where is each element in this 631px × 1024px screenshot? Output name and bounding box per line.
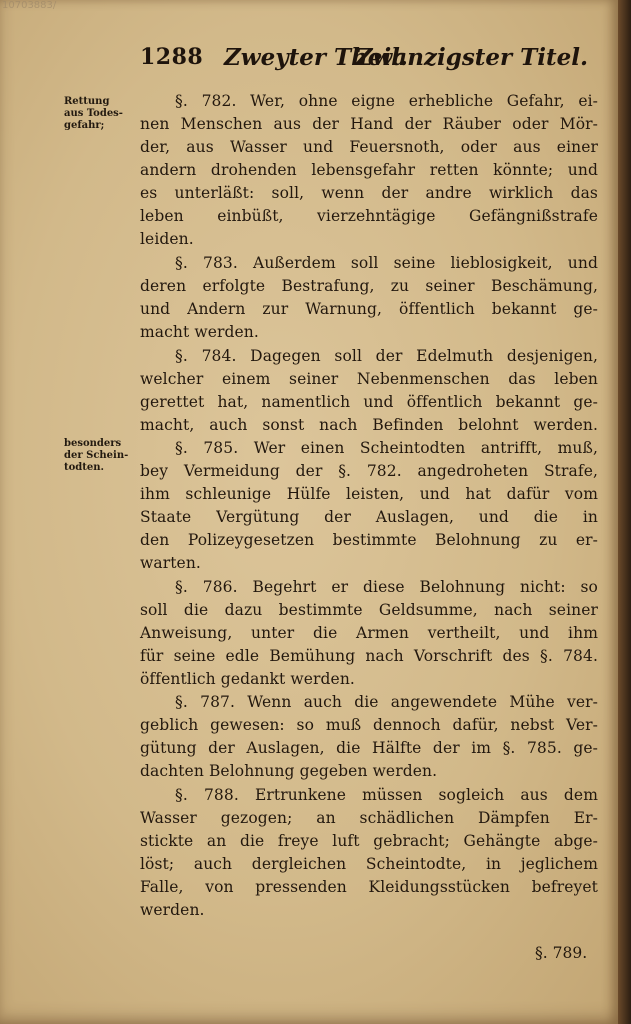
text-line: bey Vermeidung der §. 782. angedroheten Strafe, xyxy=(140,462,598,480)
margin-note-line: besonders xyxy=(64,438,122,449)
text-line: §. 784. Dagegen soll der Edelmuth desjenigen, xyxy=(175,347,598,365)
text-line: andern drohenden lebensgefahr retten könnte; und xyxy=(140,161,598,179)
text-line: ihm schleunige Hülfe leisten, und hat dafür vom xyxy=(140,485,598,503)
text-line: der, aus Wasser und Feuersnoth, oder aus einer xyxy=(140,138,598,156)
text-line: welcher einem seiner Nebenmenschen das leben xyxy=(140,370,598,388)
margin-note-apparent-death xyxy=(64,438,144,474)
text-line: §. 787. Wenn auch die angewendete Mühe ver- xyxy=(175,693,598,711)
text-line: werden. xyxy=(140,901,205,919)
text-line: nen Menschen aus der Hand der Räuber oder Mör- xyxy=(140,115,598,133)
catchword: §. 789. xyxy=(535,944,588,962)
text-line: macht werden. xyxy=(140,323,259,341)
text-line: §. 782. Wer, ohne eigne erhebliche Gefahr, ei- xyxy=(175,92,598,110)
margin-note-line: todten. xyxy=(64,462,105,473)
page-edge xyxy=(618,0,631,1024)
text-line: deren erfolgte Bestrafung, zu seiner Beschämung, xyxy=(140,277,598,295)
text-line: es unterläßt: soll, wenn der andre wirklich das xyxy=(140,184,598,202)
text-line: Staate Vergütung der Auslagen, und die in xyxy=(140,508,598,526)
text-line: Falle, von pressenden Kleidungsstücken befreyet xyxy=(140,878,598,896)
text-line: für seine edle Bemühung nach Vorschrift des §. 784. xyxy=(140,647,598,665)
header-part: Zweyter Theil. xyxy=(224,44,408,71)
margin-note-rescue xyxy=(64,96,144,132)
text-line: Anweisung, unter die Armen vertheilt, und ihm xyxy=(140,624,598,642)
text-line: gerettet hat, namentlich und öffentlich bekannt ge- xyxy=(140,393,598,411)
catalog-id: 10703883/ xyxy=(2,0,57,11)
margin-note-line: Rettung xyxy=(64,96,110,107)
running-head xyxy=(140,44,588,78)
page-number: 1288 xyxy=(140,44,204,70)
text-line: warten. xyxy=(140,554,201,572)
text-line: §. 785. Wer einen Scheintodten antrifft, muß, xyxy=(175,439,598,457)
margin-note-line: aus Todes- xyxy=(64,108,123,119)
text-line: §. 788. Ertrunkene müssen sogleich aus dem xyxy=(175,786,598,804)
margin-note-line: gefahr; xyxy=(64,120,105,131)
text-line: Wasser gezogen; an schädlichen Dämpfen Er- xyxy=(140,809,598,827)
margin-note-line: der Schein- xyxy=(64,450,129,461)
text-line: §. 783. Außerdem soll seine lieblosigkeit, und xyxy=(175,254,598,272)
text-line: soll die dazu bestimmte Geldsumme, nach seiner xyxy=(140,601,598,619)
text-line: leben einbüßt, vierzehntägige Gefängnißstrafe xyxy=(140,207,598,225)
text-line: geblich gewesen: so muß dennoch dafür, nebst Ver- xyxy=(140,716,598,734)
text-line: öffentlich gedankt werden. xyxy=(140,670,355,688)
text-line: dachten Belohnung gegeben werden. xyxy=(140,762,438,780)
text-line: löst; auch dergleichen Scheintodte, in jeglichem xyxy=(140,855,598,873)
text-line: §. 786. Begehrt er diese Belohnung nicht: so xyxy=(175,578,598,596)
text-line: stickte an die freye luft gebracht; Gehängte abge- xyxy=(140,832,598,850)
text-line: leiden. xyxy=(140,230,194,248)
text-line: macht, auch sonst nach Befinden belohnt werden. xyxy=(140,416,598,434)
text-line: gütung der Auslagen, die Hälfte der im §. 785. ge- xyxy=(140,739,598,757)
header-title: Zwanzigster Titel. xyxy=(355,44,588,71)
text-line: den Polizeygesetzen bestimmte Belohnung zu er- xyxy=(140,531,598,549)
text-line: und Andern zur Warnung, öffentlich bekannt ge- xyxy=(140,300,598,318)
